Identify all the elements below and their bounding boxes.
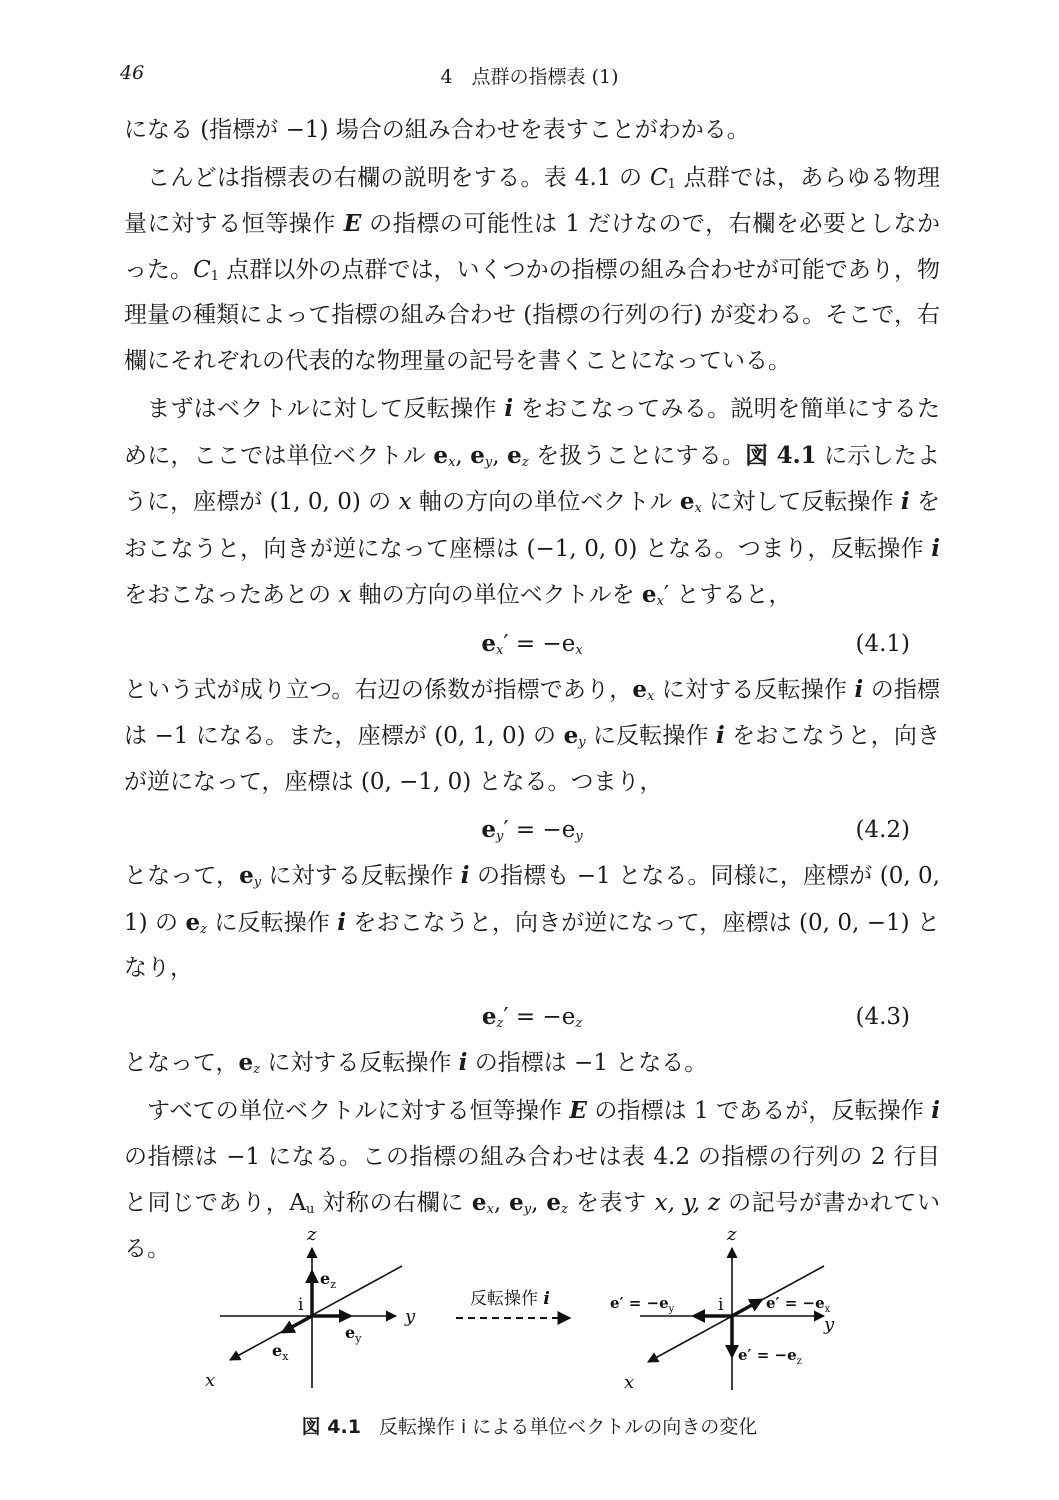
right-ez-prime-label: $e' = -e_z$ xyxy=(738,1346,802,1367)
figure-caption-text: 反転操作 i による単位ベクトルの向きの変化 xyxy=(378,1416,758,1438)
right-z-label: z xyxy=(727,1224,737,1245)
left-ex-vector xyxy=(283,1316,312,1332)
figure-reference: 図 4.1 xyxy=(745,441,817,469)
left-y-label: y xyxy=(405,1306,416,1327)
equation-number: (4.2) xyxy=(855,817,910,843)
equation-number: (4.1) xyxy=(855,630,910,657)
paragraph-3: まずはベクトルに対して反転操作 i をおこなってみる。説明を簡単にするために，ここでは単位ベクトル $e_x$, $e_y$, $e_z$ を扱うことにする。図 4.1 に示したように，座標が (1, 0, 0) の x 軸の方向の単位ベクトル $e_x$ に対して反転操作 i をおこなうと，向きが逆になって座標は (−1, 0, 0) となる。つまり，反転操作 i をおこなったあとの x 軸の方向の単位ベクトルを $e_x'$ とすると， xyxy=(124,395,941,609)
left-inversion-center-label: i xyxy=(298,1295,304,1315)
left-ez-label: $e_z$ xyxy=(320,1269,336,1291)
paragraph-1: になる (指標が −1) 場合の組み合わせを表すことがわかる。 xyxy=(124,117,750,143)
body-text xyxy=(124,108,940,1274)
paragraph-7: すべての単位ベクトルに対する恒等操作 E の指標は 1 であるが，反転操作 i の指標は −1 になる。この指標の組み合わせは表 4.2 の指標の行列の 2 行目と同じであり，$A_u$ 対称の右欄に $e_x$, $e_y$, $e_z$ を表す x, y, z の記号が書かれている。 xyxy=(124,1097,941,1262)
page-number: 46 xyxy=(120,62,145,84)
left-unit-vectors xyxy=(283,1272,350,1332)
inversion-arrow xyxy=(456,1289,570,1318)
figure-caption-label: 図 4.1 xyxy=(301,1416,361,1438)
figure-caption xyxy=(0,1412,1059,1439)
left-x-label: x xyxy=(205,1370,216,1391)
paragraph-2: こんどは指標表の右欄の説明をする。表 4.1 の $C_1$ 点群では，あらゆる物理量に対する恒等操作 E の指標の可能性は 1 だけなので，右欄を必要としなかった。$C_1$ 点群以外の点群では，いくつかの指標の組み合わせが可能であり，物理量の種類によって指標の組み合わせ (指標の行列の行) が変わる。そこで，右欄にそれぞれの代表的な物理量の記号を書くことになっている。 xyxy=(124,164,941,374)
right-ey-prime-label: $e' = -e_y$ xyxy=(610,1294,675,1315)
left-ex-label: $e_x$ xyxy=(272,1341,289,1363)
paragraph-4: という式が成り立つ。右辺の係数が指標であり，$e_x$ に対する反転操作 i の指標は −1 になる。また，座標が (0, 1, 0) の $e_y$ に反転操作 i をおこなうと，向きが逆になって，座標は (0, −1, 0) となる。つまり， xyxy=(124,675,940,795)
figure-diagram xyxy=(200,1212,900,1412)
equation-4-3: $e_z' = -e_z$ (4.3) xyxy=(124,994,940,1040)
figure-4-1 xyxy=(200,1212,900,1442)
paragraph-5: となって，$e_y$ に対する反転操作 i の指標も −1 となる。同様に，座標が (0, 0, 1) の $e_z$ に反転操作 i をおこなうと，向きが逆になって，座標は (0, 0, −1) となり， xyxy=(124,862,940,981)
running-head xyxy=(120,62,939,92)
equation-4-1: $e_x' = -e_x$ (4.1) xyxy=(124,621,940,667)
right-inversion-center-label: i xyxy=(718,1295,724,1315)
left-x-axis xyxy=(230,1266,402,1360)
inversion-arrow-label: 反転操作 i xyxy=(470,1289,550,1309)
right-ex-prime-label: $e' = -e_x$ xyxy=(766,1294,831,1315)
running-title: 4 点群の指標表 (1) xyxy=(440,66,619,88)
paragraph-6: となって，$e_z$ に対する反転操作 i の指標は −1 となる。 xyxy=(124,1048,708,1077)
left-ey-label: $e_y$ xyxy=(345,1323,362,1345)
equation-4-2: $e_y' = -e_y$ (4.2) xyxy=(124,807,940,853)
equation-number: (4.3) xyxy=(855,1003,910,1030)
right-y-label: y xyxy=(824,1314,835,1335)
right-x-label: x xyxy=(624,1372,635,1393)
right-ex-prime-vector xyxy=(732,1300,761,1316)
left-z-label: z xyxy=(307,1224,317,1245)
